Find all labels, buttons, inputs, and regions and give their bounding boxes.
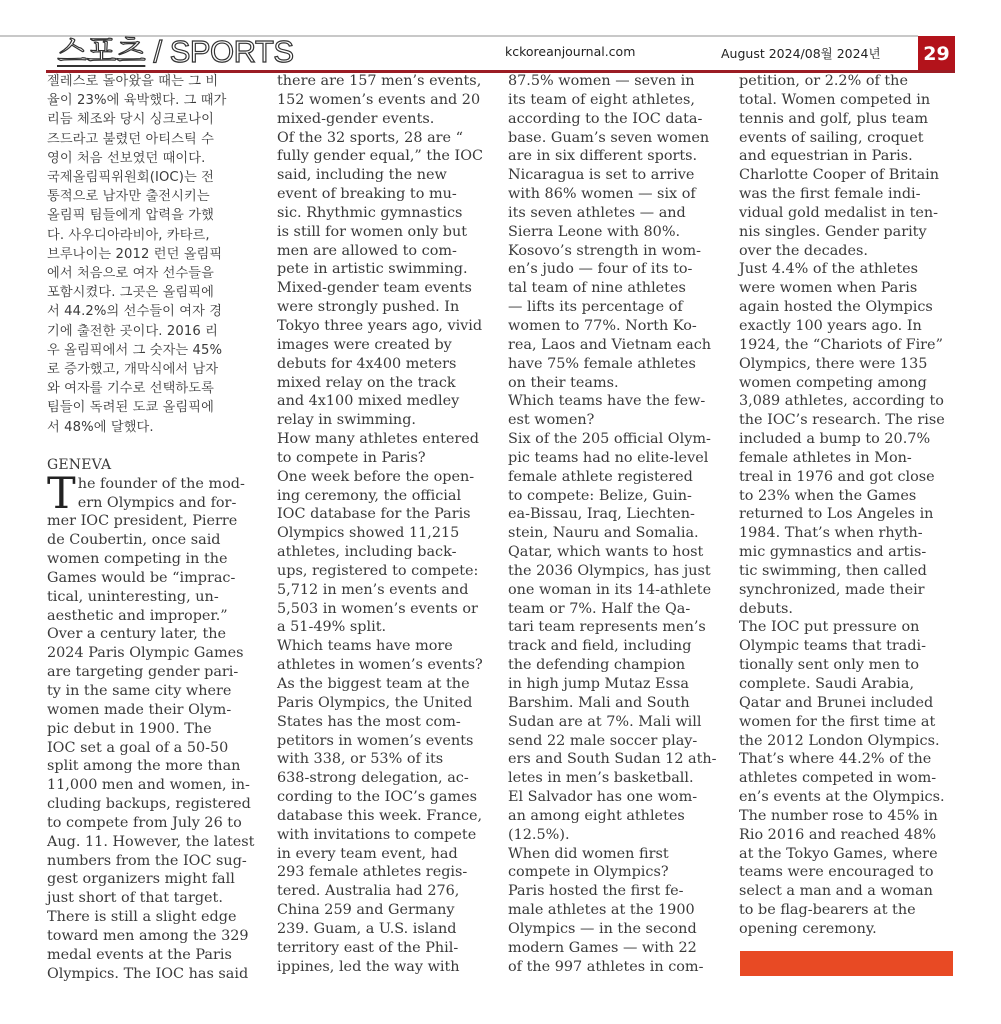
text-line: How many athletes entered bbox=[277, 431, 480, 448]
text-line: ty in the same city where bbox=[47, 682, 232, 699]
column-2-text bbox=[277, 72, 501, 977]
text-line: female athletes in Mon- bbox=[739, 449, 912, 466]
text-line: Six of the 205 official Olym- bbox=[508, 431, 711, 448]
text-line: medal events at the Paris bbox=[47, 946, 232, 963]
text-line: 239. Guam, a U.S. island bbox=[277, 920, 457, 937]
text-line: modern Games — with 22 bbox=[508, 939, 697, 956]
text-line: petitors in women’s events bbox=[277, 732, 474, 749]
korean-text bbox=[47, 72, 271, 437]
column-3-text bbox=[508, 72, 732, 977]
text-line: an among eight athletes bbox=[508, 807, 685, 824]
text-line: 11,000 men and women, in- bbox=[47, 777, 250, 794]
text-line: again hosted the Olympics bbox=[739, 299, 933, 316]
text-line: The IOC put pressure on bbox=[739, 619, 920, 636]
text-line: cluding backups, registered bbox=[47, 796, 251, 813]
text-line: 통적으로 남자만 출전시키는 bbox=[47, 189, 210, 205]
text-line: mixed relay on the track bbox=[277, 374, 456, 391]
text-line: 5,503 in women’s events or bbox=[277, 600, 478, 617]
text-line: Rio 2016 and reached 48% bbox=[739, 826, 937, 843]
text-line: of the 997 athletes in com- bbox=[508, 958, 704, 975]
text-line: Charlotte Cooper of Britain bbox=[739, 167, 940, 184]
accent-bar bbox=[740, 951, 953, 976]
text-line: — lifts its percentage of bbox=[508, 299, 683, 316]
text-line: 브루나이는 2012 런던 올림픽 bbox=[47, 246, 223, 262]
text-line: synchronized, made their bbox=[739, 581, 925, 598]
text-line: was the first female indi- bbox=[739, 186, 921, 203]
text-line: 152 women’s events and 20 bbox=[277, 91, 481, 108]
text-line: on their teams. bbox=[508, 374, 619, 391]
text-line: There is still a slight edge bbox=[47, 909, 237, 926]
text-line: women made their Olym- bbox=[47, 701, 232, 718]
section-title-english: SPORTS bbox=[169, 34, 294, 69]
text-line: complete. Saudi Arabia, bbox=[739, 676, 915, 692]
text-line: The number rose to 45% in bbox=[739, 807, 938, 824]
text-line: and 4x100 mixed medley bbox=[277, 393, 460, 410]
text-line: 1984. That’s when rhyth- bbox=[739, 525, 923, 542]
text-line: 2024 Paris Olympic Games bbox=[47, 645, 244, 662]
text-line: according to the IOC data- bbox=[508, 110, 703, 127]
text-line: 우 올림픽에서 그 숫자는 45% bbox=[47, 342, 223, 358]
text-line: events of sailing, croquet bbox=[739, 129, 924, 146]
text-line: 3,089 athletes, according to bbox=[739, 393, 944, 410]
text-line: Olympic teams that tradi- bbox=[739, 638, 927, 655]
column-2 bbox=[277, 72, 501, 977]
text-line: 올림픽 팀들에게 압력을 가했 bbox=[47, 208, 214, 224]
text-line: As the biggest team at the bbox=[277, 676, 470, 692]
text-line: 리듬 체조와 당시 싱크로나이 bbox=[47, 112, 214, 128]
text-line: stein, Nauru and Somalia. bbox=[508, 525, 699, 542]
text-line: China 259 and Germany bbox=[277, 902, 455, 919]
text-line: 다. 사우디아라비아, 카타르, bbox=[47, 227, 210, 243]
text-line: Olympics, there were 135 bbox=[739, 355, 928, 372]
text-line: athletes competed in wom- bbox=[739, 770, 937, 787]
text-line: 율이 23%에 육박했다. 그 때가 bbox=[47, 93, 227, 109]
text-line: images were created by bbox=[277, 336, 452, 353]
text-line: 서 48%에 달했다. bbox=[47, 419, 154, 435]
text-line: 와 여자를 기수로 선택하도록 bbox=[47, 381, 214, 397]
text-line: Olympics. The IOC has said bbox=[47, 965, 249, 982]
text-line: est women? bbox=[508, 412, 595, 429]
text-line: relay in swimming. bbox=[277, 412, 416, 429]
text-line: 영이 처음 선보였던 때이다. bbox=[47, 150, 206, 166]
text-line: mixed-gender events. bbox=[277, 110, 435, 127]
text-line: debuts for 4x400 meters bbox=[277, 355, 457, 372]
text-line: to 23% when the Games bbox=[739, 487, 917, 504]
text-line: pic debut in 1900. The bbox=[47, 720, 212, 737]
text-line: tered. Australia had 276, bbox=[277, 883, 460, 900]
text-line: to compete from July 26 to bbox=[47, 814, 242, 831]
text-line: When did women first bbox=[508, 845, 669, 862]
website-url[interactable]: kckoreanjournal.com bbox=[505, 44, 636, 59]
text-line: opening ceremony. bbox=[739, 920, 877, 937]
text-line: 즈드라고 불렸던 아티스틱 수 bbox=[47, 131, 214, 147]
text-line: Aug. 11. However, the latest bbox=[47, 833, 255, 850]
text-line: Paris hosted the first fe- bbox=[508, 883, 684, 900]
text-line: were women when Paris bbox=[739, 280, 918, 297]
text-line: One week before the open- bbox=[277, 468, 475, 485]
text-line: 포함시켰다. 그곳은 올림픽에 bbox=[47, 285, 214, 301]
text-line: ers and South Sudan 12 ath- bbox=[508, 751, 717, 768]
text-line: ea-Bissau, Iraq, Liechten- bbox=[508, 506, 695, 523]
text-line: Olympics showed 11,215 bbox=[277, 525, 460, 542]
text-line: athletes in women’s events? bbox=[277, 657, 483, 674]
text-line: 젤레스로 돌아왔을 때는 그 비 bbox=[47, 74, 219, 89]
text-line: women competing in the bbox=[47, 551, 228, 568]
text-line: That’s where 44.2% of the bbox=[739, 751, 932, 768]
text-line: en’s events at the Olympics. bbox=[739, 789, 945, 806]
text-line: Games would be “imprac- bbox=[47, 569, 236, 586]
text-line: Barshim. Mali and South bbox=[508, 694, 690, 711]
column-1 bbox=[47, 72, 271, 983]
text-line: Qatar, which wants to host bbox=[508, 544, 704, 561]
text-line: total. Women competed in bbox=[739, 91, 931, 108]
page-number: 29 bbox=[918, 36, 955, 72]
column-3 bbox=[508, 72, 732, 977]
text-line: El Salvador has one wom- bbox=[508, 789, 698, 806]
text-line: with 338, or 53% of its bbox=[277, 751, 444, 768]
text-line: athletes, including back- bbox=[277, 544, 457, 561]
text-line: were strongly pushed. In bbox=[277, 299, 460, 316]
text-line: Kosovo’s strength in wom- bbox=[508, 242, 702, 259]
drop-cap: T bbox=[47, 468, 76, 519]
text-line: ing ceremony, the official bbox=[277, 487, 462, 504]
text-line: tal team of nine athletes bbox=[508, 280, 686, 297]
text-line: one woman in its 14-athlete bbox=[508, 581, 712, 598]
text-line: said, including the new bbox=[277, 167, 447, 184]
text-line: Of the 32 sports, 28 are “ bbox=[277, 129, 463, 146]
text-line: track and field, including bbox=[508, 638, 692, 655]
text-line: send 22 male soccer play- bbox=[508, 732, 698, 749]
text-line: IOC database for the Paris bbox=[277, 506, 471, 523]
text-line: tical, uninteresting, un- bbox=[47, 588, 219, 605]
text-line: are targeting gender pari- bbox=[47, 664, 239, 681]
text-line: 국제올림픽위원회(IOC)는 전 bbox=[47, 170, 214, 186]
text-line: Sierra Leone with 80%. bbox=[508, 223, 681, 240]
text-line: teams were encouraged to bbox=[739, 864, 934, 881]
text-line: base. Guam’s seven women bbox=[508, 129, 710, 146]
text-line: the 2036 Olympics, has just bbox=[508, 562, 711, 579]
text-line: he founder of the mod- bbox=[77, 475, 245, 492]
text-line: the IOC’s research. The rise bbox=[739, 412, 945, 429]
text-line: women competing among bbox=[739, 374, 927, 391]
article-lead bbox=[47, 468, 271, 984]
text-line: there are 157 men’s events, bbox=[277, 73, 482, 89]
text-line: Olympics — in the second bbox=[508, 920, 697, 937]
text-line: the 2012 London Olympics. bbox=[739, 732, 940, 749]
text-line: nis singles. Gender parity bbox=[739, 223, 927, 240]
section-title-korean: 스포츠 bbox=[57, 34, 146, 69]
text-line: and equestrian in Paris. bbox=[739, 148, 913, 165]
text-line: numbers from the IOC sug- bbox=[47, 852, 247, 869]
text-line: 1924, the “Chariots of Fire” bbox=[739, 336, 943, 353]
text-line: pic teams had no elite-level bbox=[508, 449, 709, 466]
text-line: at the Tokyo Games, where bbox=[739, 845, 938, 862]
text-line: 팀들이 독려된 도쿄 올림픽에 bbox=[47, 400, 214, 416]
text-line: split among the more than bbox=[47, 758, 241, 775]
column-4-text bbox=[739, 72, 963, 939]
text-line: exactly 100 years ago. In bbox=[739, 317, 922, 334]
text-line: database this week. France, bbox=[277, 807, 483, 824]
text-line: Qatar and Brunei included bbox=[739, 694, 934, 711]
text-line: female athlete registered bbox=[508, 468, 693, 485]
text-line: IOC set a goal of a 50-50 bbox=[47, 739, 229, 756]
text-line: en’s judo — four of its to- bbox=[508, 261, 693, 278]
text-line: vidual gold medalist in ten- bbox=[739, 204, 939, 221]
text-line: petition, or 2.2% of the bbox=[739, 73, 908, 89]
text-line: event of breaking to mu- bbox=[277, 186, 457, 203]
text-line: 서 44.2%의 선수들이 여자 경 bbox=[47, 304, 223, 320]
text-line: ern Olympics and for- bbox=[77, 494, 237, 511]
text-line: over the decades. bbox=[739, 242, 868, 259]
text-line: with invitations to compete bbox=[277, 826, 477, 843]
text-line: are in six different sports. bbox=[508, 148, 698, 165]
text-line: mer IOC president, Pierre bbox=[47, 513, 238, 530]
dateline: GENEVA bbox=[47, 456, 112, 473]
text-line: ippines, led the way with bbox=[277, 958, 460, 975]
text-line: pete in artistic swimming. bbox=[277, 261, 468, 278]
text-line: cording to the IOC’s games bbox=[277, 789, 478, 806]
text-line: returned to Los Angeles in bbox=[739, 506, 934, 523]
column-4 bbox=[739, 72, 963, 939]
text-line: to compete in Paris? bbox=[277, 449, 426, 466]
column-1-text bbox=[47, 468, 271, 984]
text-line: to compete: Belize, Guin- bbox=[508, 487, 692, 504]
text-line: a 51-49% split. bbox=[277, 619, 387, 636]
text-line: States has the most com- bbox=[277, 713, 461, 730]
text-line: de Coubertin, once said bbox=[47, 532, 221, 549]
text-line: male athletes at the 1900 bbox=[508, 902, 695, 919]
text-line: ups, registered to compete: bbox=[277, 562, 479, 579]
text-line: compete in Olympics? bbox=[508, 864, 669, 881]
text-line: team or 7%. Half the Qa- bbox=[508, 600, 691, 617]
text-line: Which teams have more bbox=[277, 638, 453, 655]
text-line: 5,712 in men’s events and bbox=[277, 581, 469, 598]
text-line: in every team event, had bbox=[277, 845, 458, 862]
text-line: gest organizers might fall bbox=[47, 871, 235, 888]
text-line: its team of eight athletes, bbox=[508, 91, 695, 108]
text-line: treal in 1976 and got close bbox=[739, 468, 935, 485]
text-line: sic. Rhythmic gymnastics bbox=[277, 204, 463, 221]
text-line: women for the first time at bbox=[739, 713, 936, 730]
text-line: toward men among the 329 bbox=[47, 927, 249, 944]
text-line: tic swimming, then called bbox=[739, 562, 927, 579]
text-line: 로 증가했고, 개막식에서 남자 bbox=[47, 362, 219, 378]
section-title bbox=[57, 33, 294, 71]
text-line: included a bump to 20.7% bbox=[739, 431, 931, 448]
text-line: its seven athletes — and bbox=[508, 204, 686, 221]
text-line: have 75% female athletes bbox=[508, 355, 696, 372]
text-line: (12.5%). bbox=[508, 826, 570, 843]
text-line: just short of that target. bbox=[47, 890, 223, 907]
text-line: debuts. bbox=[739, 600, 793, 617]
text-line: tari team represents men’s bbox=[508, 619, 706, 636]
text-line: men are allowed to com- bbox=[277, 242, 457, 259]
text-line: mic gymnastics and artis- bbox=[739, 544, 927, 561]
text-line: Tokyo three years ago, vivid bbox=[277, 317, 483, 334]
text-line: in high jump Mutaz Essa bbox=[508, 676, 689, 692]
text-line: 기에 출전한 곳이다. 2016 리 bbox=[47, 323, 218, 339]
section-title-separator: / bbox=[145, 34, 170, 69]
text-line: tionally sent only men to bbox=[739, 657, 920, 674]
text-line: is still for women only but bbox=[277, 223, 468, 240]
text-line: Over a century later, the bbox=[47, 626, 227, 643]
text-line: fully gender equal,” the IOC bbox=[277, 148, 484, 165]
issue-date: August 2024/08월 2024년 bbox=[721, 46, 881, 61]
text-line: territory east of the Phil- bbox=[277, 939, 459, 956]
text-line: women to 77%. North Ko- bbox=[508, 317, 697, 334]
text-line: Which teams have the few- bbox=[508, 393, 706, 410]
text-line: 에서 처음으로 여자 선수들을 bbox=[47, 266, 214, 282]
text-line: aesthetic and improper.” bbox=[47, 607, 228, 624]
text-line: Mixed-gender team events bbox=[277, 280, 472, 297]
text-line: letes in men’s basketball. bbox=[508, 770, 694, 787]
text-line: 638-strong delegation, ac- bbox=[277, 770, 469, 787]
text-line: rea, Laos and Vietnam each bbox=[508, 336, 712, 353]
text-line: Paris Olympics, the United bbox=[277, 694, 473, 711]
text-line: with 86% women — six of bbox=[508, 186, 696, 203]
text-line: select a man and a woman bbox=[739, 883, 933, 900]
text-line: tennis and golf, plus team bbox=[739, 110, 929, 127]
text-line: to be flag-bearers at the bbox=[739, 902, 916, 919]
text-line: Just 4.4% of the athletes bbox=[739, 261, 919, 278]
text-line: 87.5% women — seven in bbox=[508, 73, 695, 89]
text-line: 293 female athletes regis- bbox=[277, 864, 468, 881]
text-line: Sudan are at 7%. Mali will bbox=[508, 713, 702, 730]
text-line: the defending champion bbox=[508, 657, 686, 674]
text-line: Nicaragua is set to arrive bbox=[508, 167, 695, 184]
